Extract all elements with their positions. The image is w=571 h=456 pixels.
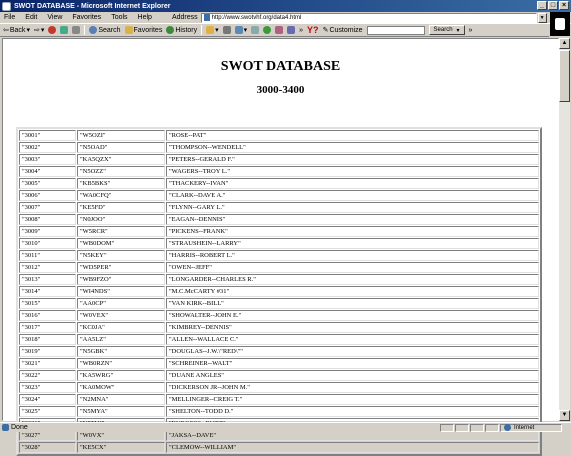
name-cell: "THACKERY--IVAN" xyxy=(166,178,539,189)
history-label: History xyxy=(175,26,198,34)
table-row xyxy=(19,442,539,453)
menu-favorites[interactable]: Favorites xyxy=(72,14,102,21)
id-cell: "3012" xyxy=(19,262,76,273)
home-button[interactable] xyxy=(72,26,80,34)
id-cell: "3025" xyxy=(19,406,76,417)
id-cell: "3003" xyxy=(19,154,76,165)
status-panel xyxy=(440,424,454,432)
toolbar-separator xyxy=(84,25,85,35)
id-cell: "3018" xyxy=(19,334,76,345)
windows-logo-icon xyxy=(555,18,565,30)
table-row xyxy=(19,130,539,141)
mail-icon xyxy=(206,26,214,34)
callsign-cell: "WB0DOM" xyxy=(77,238,165,249)
id-cell: "3004" xyxy=(19,166,76,177)
id-cell: "3008" xyxy=(19,214,76,225)
status-panel xyxy=(455,424,469,432)
research-button[interactable] xyxy=(275,26,283,34)
back-label: Back xyxy=(9,26,26,34)
menu-address-row xyxy=(0,12,571,24)
table-row xyxy=(19,154,539,165)
name-cell: "THOMPSON--WENDELL" xyxy=(166,142,539,153)
callsign-cell: "WA0CFQ" xyxy=(77,190,165,201)
id-cell: "3010" xyxy=(19,238,76,249)
table-row xyxy=(19,382,539,393)
chevron-right-icon: » xyxy=(468,26,473,34)
id-cell: "3007" xyxy=(19,202,76,213)
name-cell: "DUANE ANGLES" xyxy=(166,370,539,381)
id-cell: "3022" xyxy=(19,370,76,381)
callsign-cell: "N5OAD" xyxy=(77,142,165,153)
menu-help[interactable]: Help xyxy=(137,14,152,21)
id-cell: "3019" xyxy=(19,346,76,357)
name-cell: "OWEN--JEFF" xyxy=(166,262,539,273)
table-row xyxy=(19,394,539,405)
name-cell: "HARRIS--ROBERT L." xyxy=(166,250,539,261)
ie-icon xyxy=(2,2,11,11)
status-bar xyxy=(0,422,571,432)
search-toolbar-button[interactable] xyxy=(89,26,120,34)
name-cell: "PICKENS--FRANK" xyxy=(166,226,539,237)
callsign-cell: "KA5WRG" xyxy=(77,370,165,381)
standard-toolbar xyxy=(0,24,549,37)
yahoo-help-button[interactable] xyxy=(307,25,319,35)
menu-bar xyxy=(0,14,152,21)
media-button[interactable] xyxy=(287,26,295,34)
id-cell: "3021" xyxy=(19,358,76,369)
callsign-cell: "AA5LZ" xyxy=(77,334,165,345)
name-cell: "CLARK--DAVE A." xyxy=(166,190,539,201)
callsign-cell: "KC0JA" xyxy=(77,322,165,333)
name-cell: "SHELTON--TODD D." xyxy=(166,406,539,417)
callsign-cell: "N5MYA" xyxy=(77,406,165,417)
name-cell: "LONGARDER--CHARLES R." xyxy=(166,274,539,285)
refresh-button[interactable] xyxy=(60,26,68,34)
history-icon xyxy=(166,26,174,34)
callsign-cell: "W0VX" xyxy=(77,430,165,441)
name-cell: "JAKSA--DAVE" xyxy=(166,430,539,441)
search-icon xyxy=(89,26,97,34)
name-cell: "FLYNN--GARY L." xyxy=(166,202,539,213)
maximize-button[interactable]: □ xyxy=(548,1,558,10)
page-icon xyxy=(204,14,210,21)
yahoo-help-icon: Y? xyxy=(307,25,319,35)
callsign-cell: "N0JOO" xyxy=(77,214,165,225)
page-title: SWOT DATABASE xyxy=(220,59,341,74)
name-cell: "ROSE--PAT" xyxy=(166,130,539,141)
mail-button[interactable] xyxy=(206,26,219,34)
address-url: http://www.swotvhf.org/data4.html xyxy=(211,14,302,21)
page-loaded-icon xyxy=(2,424,9,431)
callsign-cell: "KE5CX" xyxy=(77,442,165,453)
callsign-cell: "WD5PER" xyxy=(77,262,165,273)
status-text-area xyxy=(0,424,440,431)
table-row xyxy=(19,142,539,153)
chevron-down-icon: ▾ xyxy=(40,27,45,34)
chevron-right-icon: » xyxy=(299,26,304,34)
discuss-button[interactable] xyxy=(251,26,259,34)
name-cell: "ALLEN--WALLACE C." xyxy=(166,334,539,345)
stop-button[interactable] xyxy=(48,26,56,34)
id-cell: "3015" xyxy=(19,298,76,309)
callsign-cell: "W5RCR" xyxy=(77,226,165,237)
table-row xyxy=(19,370,539,381)
table-row xyxy=(19,358,539,369)
callsign-cell: "W5OZI" xyxy=(77,130,165,141)
window-controls xyxy=(537,1,569,10)
address-input[interactable] xyxy=(201,13,537,23)
table-row xyxy=(19,310,539,321)
table-row xyxy=(19,202,539,213)
database-table xyxy=(16,127,542,456)
name-cell: "VAN KIRK--BILL" xyxy=(166,298,539,309)
favorites-folder-icon xyxy=(125,26,133,34)
minimize-button[interactable]: _ xyxy=(537,1,547,10)
id-cell: "3002" xyxy=(19,142,76,153)
print-button[interactable] xyxy=(223,26,231,34)
id-cell: "3024" xyxy=(19,394,76,405)
name-cell: "SCHREINER--WALT" xyxy=(166,358,539,369)
messenger-button[interactable] xyxy=(263,26,271,34)
menu-edit[interactable]: Edit xyxy=(25,14,38,21)
favorites-label: Favorites xyxy=(133,26,163,34)
customize-button[interactable] xyxy=(323,26,363,34)
callsign-cell: "N2MNA" xyxy=(77,394,165,405)
toolbar-overflow-button[interactable] xyxy=(469,27,473,34)
security-zone xyxy=(500,424,562,432)
id-cell: "3014" xyxy=(19,286,76,297)
toolbar-search-button-label: Search xyxy=(433,27,453,33)
name-cell: "WAGERS--TROY L." xyxy=(166,166,539,177)
edit-button[interactable] xyxy=(235,26,248,34)
status-text: Done xyxy=(11,424,28,431)
id-cell: "3006" xyxy=(19,190,76,201)
status-panel xyxy=(470,424,484,432)
scroll-down-button[interactable]: ▼ xyxy=(559,410,570,421)
search-label: Search xyxy=(98,26,121,34)
window-title: SWOT DATABASE - Microsoft Internet Explorer xyxy=(14,2,171,10)
zone-label: Internet xyxy=(514,424,535,431)
address-label: Address xyxy=(171,14,198,21)
home-icon xyxy=(72,26,80,34)
menu-view[interactable]: View xyxy=(47,14,63,21)
table-row xyxy=(19,286,539,297)
name-cell: "CLEMOW--WILLIAM" xyxy=(166,442,539,453)
close-button[interactable]: × xyxy=(559,1,569,10)
table-row xyxy=(19,274,539,285)
table-row xyxy=(19,262,539,273)
id-cell: "3005" xyxy=(19,178,76,189)
name-cell: "SHOWALTER--JOHN E." xyxy=(166,310,539,321)
table-row xyxy=(19,214,539,225)
pencil-icon: ✎ xyxy=(322,27,329,34)
stop-icon xyxy=(48,26,56,34)
table-row xyxy=(19,166,539,177)
customize-label: Customize xyxy=(329,26,363,34)
id-cell: "3013" xyxy=(19,274,76,285)
table-row xyxy=(19,250,539,261)
callsign-cell: "AA0CP" xyxy=(77,298,165,309)
toolbar-search-input[interactable] xyxy=(367,26,425,35)
table-row xyxy=(19,238,539,249)
id-cell: "3001" xyxy=(19,130,76,141)
ie-throbber-logo xyxy=(550,12,570,36)
toolbar-separator xyxy=(201,25,202,35)
scroll-thumb[interactable] xyxy=(559,50,570,102)
name-cell: "STRAUSHEIN--LARRY" xyxy=(166,238,539,249)
table-row xyxy=(19,226,539,237)
messenger-icon xyxy=(263,26,271,34)
research-icon xyxy=(275,26,283,34)
status-panel xyxy=(485,424,499,432)
toolbar-search-button[interactable] xyxy=(429,25,465,35)
table-row xyxy=(19,346,539,357)
forward-arrow-icon: ⇨ xyxy=(33,27,40,34)
media-icon xyxy=(287,26,295,34)
table-row xyxy=(19,298,539,309)
history-button[interactable] xyxy=(166,26,197,34)
table-row xyxy=(19,334,539,345)
scroll-up-button[interactable]: ▲ xyxy=(559,38,570,49)
callsign-cell: "WI4NDS" xyxy=(77,286,165,297)
chevron-down-icon: ▾ xyxy=(456,27,460,34)
callsign-cell: "N5OZZ" xyxy=(77,166,165,177)
table-row xyxy=(19,406,539,417)
callsign-cell: "N5KEY" xyxy=(77,250,165,261)
name-cell: "M.C.McCARTY #31" xyxy=(166,286,539,297)
table-row xyxy=(19,178,539,189)
callsign-cell: "KA0MOW" xyxy=(77,382,165,393)
name-cell: "KIMBREY--DENNIS" xyxy=(166,322,539,333)
chevron-down-icon: ▾ xyxy=(243,27,248,34)
title-bar[interactable] xyxy=(0,0,571,12)
refresh-icon xyxy=(60,26,68,34)
edit-icon xyxy=(235,26,243,34)
id-cell: "3028" xyxy=(19,442,76,453)
print-icon xyxy=(223,26,231,34)
name-cell: "EAGAN--DENNIS" xyxy=(166,214,539,225)
callsign-cell: "W0VEX" xyxy=(77,310,165,321)
callsign-cell: "KA5QZX" xyxy=(77,154,165,165)
callsign-cell: "N5GBK" xyxy=(77,346,165,357)
chevron-down-icon: ▾ xyxy=(215,27,219,34)
name-cell: "MELLINGER--CREIG T." xyxy=(166,394,539,405)
discuss-icon xyxy=(251,26,259,34)
id-cell: "3009" xyxy=(19,226,76,237)
name-cell: "DICKERSON JR--JOHN M." xyxy=(166,382,539,393)
name-cell: "PETERS--GERALD F." xyxy=(166,154,539,165)
page-subtitle: 3000-3400 xyxy=(256,84,305,96)
callsign-cell: "WB0RZN" xyxy=(77,358,165,369)
back-arrow-icon: ⇦ xyxy=(3,27,9,34)
id-cell: "3016" xyxy=(19,310,76,321)
menu-tools[interactable]: Tools xyxy=(111,14,128,21)
database-table-body xyxy=(19,130,539,453)
forward-button[interactable] xyxy=(34,26,44,34)
callsign-cell: "KE5FD" xyxy=(77,202,165,213)
back-button[interactable] xyxy=(3,26,30,34)
callsign-cell: "WB9FZO" xyxy=(77,274,165,285)
favorites-button[interactable] xyxy=(125,26,163,34)
internet-globe-icon xyxy=(504,424,511,431)
table-row xyxy=(19,322,539,333)
chevron-down-icon: ▾ xyxy=(26,27,30,34)
id-cell: "3023" xyxy=(19,382,76,393)
address-dropdown-button[interactable]: ▼ xyxy=(538,13,547,23)
callsign-cell: "KB5BKS" xyxy=(77,178,165,189)
id-cell: "3011" xyxy=(19,250,76,261)
menu-file[interactable]: File xyxy=(4,14,16,21)
id-cell: "3027" xyxy=(19,430,76,441)
id-cell: "3017" xyxy=(19,322,76,333)
vertical-scrollbar[interactable] xyxy=(559,38,570,421)
more-chevron-button[interactable] xyxy=(299,27,303,34)
name-cell: "DOUGLAS--J.W.\"RED\"" xyxy=(166,346,539,357)
table-row xyxy=(19,190,539,201)
